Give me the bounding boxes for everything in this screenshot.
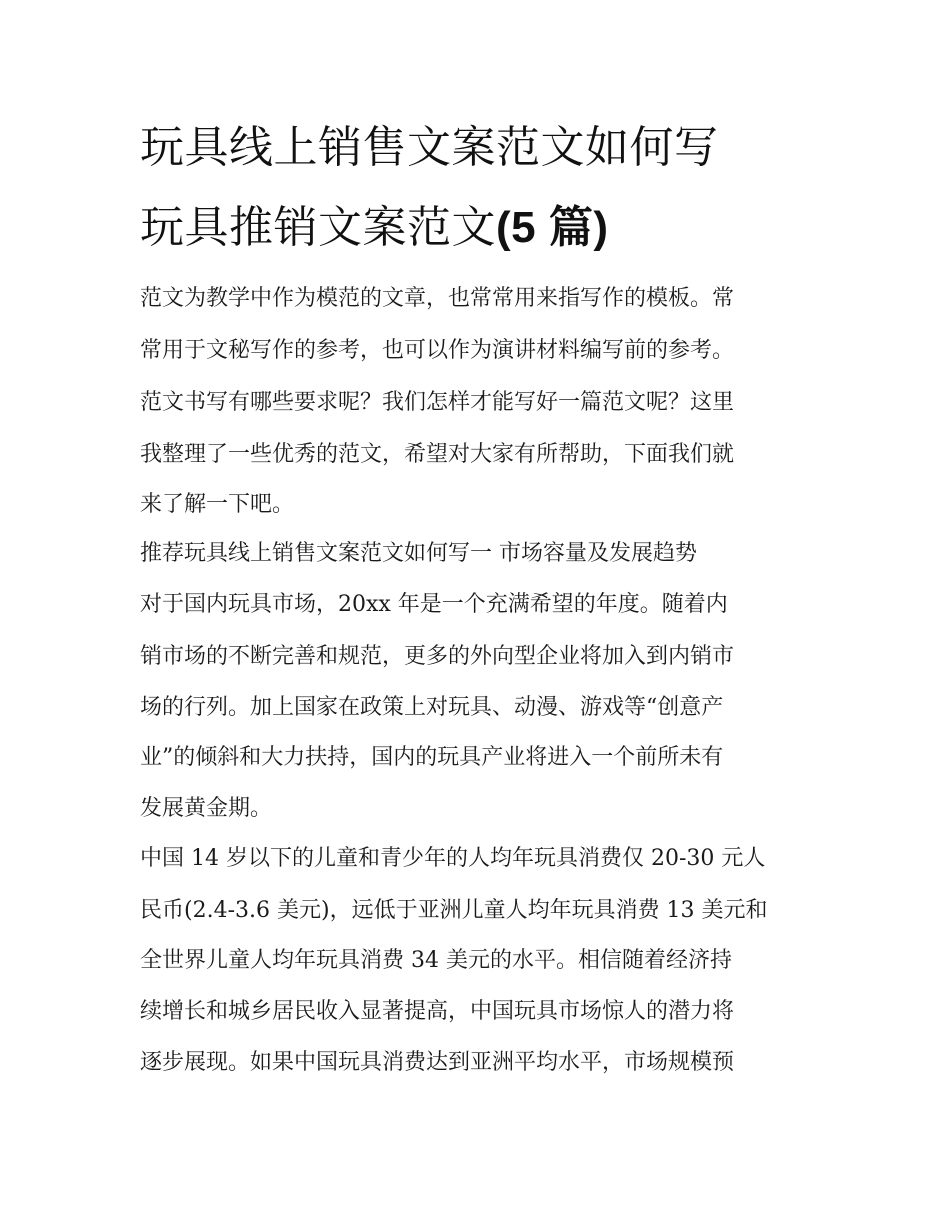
title-line-2-count: (5 篇): [496, 203, 609, 252]
text-line: 范文为教学中作为模范的文章，也常常用来指写作的模板。常: [140, 286, 735, 311]
text-line: 常用于文秘写作的参考，也可以作为演讲材料编写前的参考。: [140, 338, 735, 363]
text-line: 中国 14 岁以下的儿童和青少年的人均年玩具消费仅 20-30 元人: [140, 846, 766, 871]
text-line: 业”的倾斜和大力扶持，国内的玩具产业将进入一个前所未有: [140, 745, 724, 770]
document-title-line-2: [140, 202, 830, 253]
text-line: 民币(2.4-3.6 美元)，远低于亚洲儿童人均年玩具消费 13 美元和: [140, 898, 768, 923]
text-line: 场的行列。加上国家在政策上对玩具、动漫、游戏等“创意产: [140, 695, 724, 720]
text-line: 续增长和城乡居民收入显著提高，中国玩具市场惊人的潜力将: [140, 999, 735, 1024]
text-line: 对于国内玩具市场，20xx 年是一个充满希望的年度。随着内: [140, 592, 728, 617]
text-line: 销市场的不断完善和规范，更多的外向型企业将加入到内销市: [140, 644, 735, 669]
text-line: 范文书写有哪些要求呢？我们怎样才能写好一篇范文呢？这里: [140, 390, 735, 415]
text-line: 来了解一下吧。: [140, 492, 295, 517]
document-title-line-1: 玩具线上销售文案范文如何写: [140, 122, 719, 173]
text-line: 发展黄金期。: [140, 796, 273, 821]
section-heading-line: 推荐玩具线上销售文案范文如何写一 市场容量及发展趋势: [140, 541, 697, 566]
title-line-2-text: 玩具推销文案范文: [140, 202, 496, 253]
text-line: 全世界儿童人均年玩具消费 34 美元的水平。相信随着经济持: [140, 948, 732, 973]
text-line: 逐步展现。如果中国玩具消费达到亚洲平均水平，市场规模预: [140, 1050, 735, 1075]
text-line: 我整理了一些优秀的范文，希望对大家有所帮助，下面我们就: [140, 442, 735, 467]
